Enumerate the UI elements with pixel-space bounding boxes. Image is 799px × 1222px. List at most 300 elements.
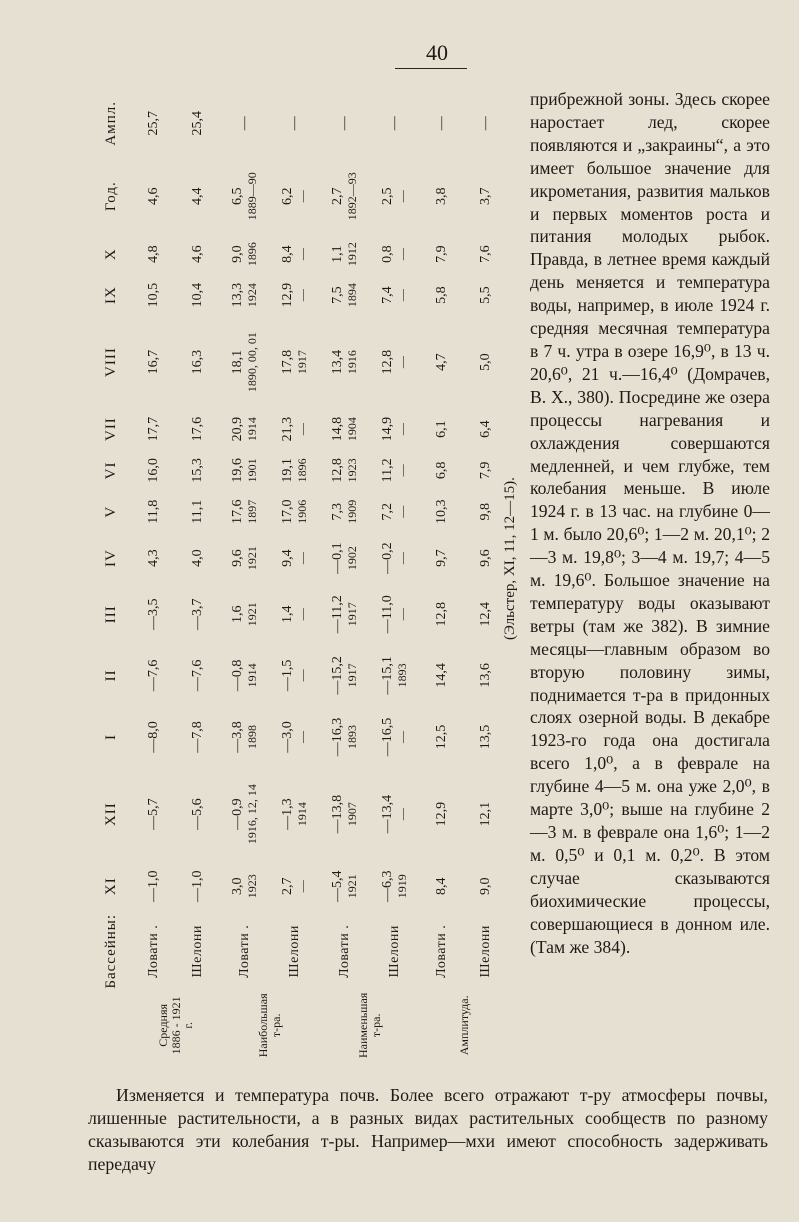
cell-value: —16,3 xyxy=(330,717,346,757)
cell-value: 9,0 xyxy=(477,877,493,895)
cell-value: 7,6 xyxy=(477,245,493,263)
cell-value: 17,8 xyxy=(280,349,296,375)
basin-name: Ловати . xyxy=(433,924,449,978)
cell-value: 11,1 xyxy=(189,499,205,524)
cell-year: — xyxy=(395,808,410,821)
value-cell xyxy=(176,274,220,315)
group-label: Наибольшая т-ра. xyxy=(256,993,283,1058)
cell-value: —7,6 xyxy=(145,659,161,692)
cell-value: —1,5 xyxy=(280,659,296,692)
cell-value: 4,6 xyxy=(189,245,205,263)
cell-value: 9,7 xyxy=(433,549,449,567)
basin-name: Ловати . xyxy=(145,924,161,978)
cell-value: 18,1 xyxy=(230,349,246,375)
header-year: Год. xyxy=(103,181,120,212)
value-cell xyxy=(320,645,370,707)
value-cell xyxy=(220,861,270,912)
value-cell xyxy=(270,450,320,491)
cell-year: 1917 xyxy=(345,663,360,688)
cell-value: —3,8 xyxy=(230,721,246,753)
cell-value: 5,5 xyxy=(477,286,493,304)
cell-value: 12,9 xyxy=(433,801,449,827)
cell-value: 4,7 xyxy=(433,353,449,371)
cell-value: —3,0 xyxy=(280,721,296,753)
value-cell xyxy=(464,234,508,275)
value-cell xyxy=(176,584,220,645)
table-source-note: (Эльстер, XI, 11, 12—15). xyxy=(502,477,518,640)
cell-value: 5,8 xyxy=(433,286,449,304)
table-row xyxy=(320,88,370,1060)
table-row xyxy=(132,88,176,1060)
cell-value: —3,7 xyxy=(189,598,205,630)
bottom-paragraph: Изменяется и температура почв. Более всего отражают т-ру атмосферы почвы, лишенные растительности, а в разных видах растительных сообществ по разному сказываются эти колебания т-ры. Например—мхи имеют способность задерживать передачу xyxy=(88,1085,768,1174)
cell-value: 4,6 xyxy=(145,187,161,205)
table-row xyxy=(176,88,220,1060)
cell-value: —11,0 xyxy=(380,595,396,634)
cell-year: — xyxy=(395,464,410,477)
header-month: IX xyxy=(103,286,120,304)
value-cell xyxy=(320,861,370,912)
value-cell xyxy=(270,584,320,645)
value-cell xyxy=(132,316,176,409)
cell-value: 6,2 xyxy=(280,187,296,205)
cell-year: — xyxy=(395,552,410,565)
value-cell xyxy=(320,584,370,645)
cell-value: 10,4 xyxy=(189,282,205,308)
value-cell xyxy=(220,645,270,707)
cell-year: 1902 xyxy=(345,546,360,571)
cell-year: 1914 xyxy=(245,663,260,688)
cell-value: 1,6 xyxy=(230,605,246,623)
value-cell xyxy=(420,316,464,409)
cell-year: 1907 xyxy=(345,802,360,827)
cell-value: —15,1 xyxy=(380,656,396,695)
value-cell xyxy=(370,584,420,645)
value-cell xyxy=(270,768,320,861)
value-cell xyxy=(176,706,220,768)
table-row xyxy=(220,88,270,1060)
cell-value: 6,1 xyxy=(433,420,449,438)
cell-value: —0,8 xyxy=(230,659,246,692)
table-row xyxy=(270,88,320,1060)
value-cell xyxy=(320,274,370,315)
value-cell xyxy=(270,706,320,768)
cell-year: 1894 xyxy=(345,283,360,308)
value-cell xyxy=(176,234,220,275)
value-cell xyxy=(320,450,370,491)
value-cell xyxy=(464,408,508,449)
cell-year: 1917 xyxy=(345,602,360,627)
cell-year: — xyxy=(395,505,410,518)
cell-value: 17,6 xyxy=(189,416,205,442)
cell-value: —0,1 xyxy=(330,542,346,574)
group-label: Наименьшая т-ра. xyxy=(356,992,383,1058)
value-cell xyxy=(370,316,420,409)
cell-year: 1909 xyxy=(345,499,360,524)
value-cell xyxy=(420,491,464,532)
value-cell xyxy=(132,159,176,234)
cell-value: 4,0 xyxy=(189,549,205,567)
basin-name: Шелони xyxy=(286,925,302,978)
value-cell xyxy=(320,88,370,159)
value-cell xyxy=(464,768,508,861)
basin-name: Шелони xyxy=(477,925,493,978)
cell-value: 17,6 xyxy=(230,499,246,524)
basin-name: Шелони xyxy=(386,925,402,978)
value-cell xyxy=(132,274,176,315)
cell-value: — xyxy=(286,116,302,131)
cell-value: 3,0 xyxy=(230,877,246,895)
value-cell xyxy=(420,768,464,861)
cell-value: — xyxy=(336,116,352,131)
header-month: II xyxy=(103,669,120,682)
value-cell xyxy=(270,159,320,234)
cell-value: —11,2 xyxy=(330,595,346,634)
cell-value: —0,9 xyxy=(230,798,246,830)
header-month: I xyxy=(103,733,120,740)
table-row xyxy=(420,88,464,1060)
cell-value: —15,2 xyxy=(330,656,346,695)
rotated-table xyxy=(92,88,522,1060)
value-cell xyxy=(370,408,420,449)
value-cell xyxy=(132,450,176,491)
cell-year: 1921 xyxy=(245,602,260,627)
cell-year: 1921 xyxy=(245,546,260,571)
value-cell xyxy=(176,491,220,532)
value-cell xyxy=(464,645,508,707)
cell-value: 9,0 xyxy=(230,245,246,263)
value-cell xyxy=(420,706,464,768)
cell-value: —13,8 xyxy=(330,794,346,834)
value-cell xyxy=(176,450,220,491)
value-cell xyxy=(220,234,270,275)
cell-value: 0,8 xyxy=(380,245,396,263)
cell-value: 16,0 xyxy=(145,458,161,483)
header-month: X xyxy=(103,248,120,261)
header-month: VI xyxy=(103,461,120,480)
value-cell xyxy=(320,408,370,449)
cell-value: — xyxy=(386,116,402,131)
value-cell xyxy=(176,532,220,583)
cell-year: 1898 xyxy=(245,724,260,749)
value-cell xyxy=(132,491,176,532)
cell-value: 1,4 xyxy=(280,605,296,623)
header-ampl: Ампл. xyxy=(103,100,120,146)
cell-value: 10,3 xyxy=(433,499,449,524)
basin-name: Шелони xyxy=(189,925,205,978)
cell-value: 14,9 xyxy=(380,416,396,442)
cell-year: — xyxy=(295,248,310,261)
value-cell xyxy=(464,274,508,315)
value-cell xyxy=(270,88,320,159)
value-cell xyxy=(132,532,176,583)
cell-value: 3,8 xyxy=(433,187,449,205)
value-cell xyxy=(270,316,320,409)
cell-year: 1889—90 xyxy=(245,172,260,221)
cell-value: 11,8 xyxy=(145,499,161,524)
cell-value: 20,9 xyxy=(230,416,246,442)
value-cell xyxy=(420,274,464,315)
value-cell xyxy=(420,645,464,707)
value-cell xyxy=(320,159,370,234)
value-cell xyxy=(320,768,370,861)
cell-value: 9,8 xyxy=(477,502,493,521)
cell-value: —1,0 xyxy=(189,870,205,902)
cell-year: 1896 xyxy=(295,458,310,483)
value-cell xyxy=(370,861,420,912)
value-cell xyxy=(220,316,270,409)
value-cell xyxy=(220,274,270,315)
value-cell xyxy=(370,491,420,532)
value-cell xyxy=(370,450,420,491)
value-cell xyxy=(464,159,508,234)
value-cell xyxy=(132,408,176,449)
value-cell xyxy=(176,768,220,861)
cell-year: 1897 xyxy=(245,499,260,524)
bottom-text xyxy=(88,1084,768,1176)
value-cell xyxy=(132,706,176,768)
group-label: Средняя 1886 - 1921 г. xyxy=(156,996,196,1055)
cell-year: 1917 xyxy=(295,350,310,375)
temperature-table xyxy=(92,88,508,1060)
value-cell xyxy=(420,159,464,234)
cell-value: 14,4 xyxy=(433,663,449,688)
cell-value: 12,8 xyxy=(433,601,449,627)
cell-year: — xyxy=(395,289,410,302)
value-cell xyxy=(320,491,370,532)
cell-value: 14,8 xyxy=(330,416,346,442)
cell-value: 5,0 xyxy=(477,353,493,371)
cell-value: 4,3 xyxy=(145,549,161,567)
value-cell xyxy=(270,234,320,275)
cell-year: — xyxy=(295,608,310,621)
cell-value: 2,5 xyxy=(380,187,396,205)
value-cell xyxy=(320,706,370,768)
cell-value: 25,4 xyxy=(189,111,205,136)
header-month: VII xyxy=(103,417,120,442)
header-basins: Бассейны: xyxy=(103,913,120,989)
header-empty-cell xyxy=(92,991,132,1060)
cell-value: —5,4 xyxy=(330,870,346,902)
cell-value: —7,6 xyxy=(189,659,205,692)
cell-year: 1914 xyxy=(245,417,260,442)
value-cell xyxy=(176,408,220,449)
value-cell xyxy=(220,491,270,532)
value-cell xyxy=(420,234,464,275)
cell-year: 1896 xyxy=(245,242,260,267)
table-header-row xyxy=(92,88,132,1060)
header-month: XI xyxy=(103,877,120,896)
cell-year: — xyxy=(295,423,310,436)
value-cell xyxy=(270,532,320,583)
cell-year: 1916, 12, 14 xyxy=(245,784,260,845)
cell-value: 12,9 xyxy=(280,282,296,308)
cell-value: 2,7 xyxy=(330,187,346,205)
cell-value: —3,5 xyxy=(145,598,161,630)
cell-year: 1924 xyxy=(245,283,260,308)
cell-value: 13,6 xyxy=(477,663,493,688)
cell-value: 12,8 xyxy=(330,458,346,483)
header-month: IV xyxy=(103,549,120,567)
header-month: VIII xyxy=(103,347,120,377)
cell-year: 1892—93 xyxy=(345,172,360,221)
value-cell xyxy=(132,584,176,645)
header-month: XII xyxy=(103,802,120,827)
cell-value: 17,7 xyxy=(145,416,161,442)
cell-value: 12,4 xyxy=(477,601,493,627)
cell-value: 7,9 xyxy=(433,245,449,263)
value-cell xyxy=(220,88,270,159)
cell-value: 4,8 xyxy=(145,245,161,263)
cell-year: — xyxy=(395,248,410,261)
value-cell xyxy=(320,316,370,409)
cell-year: 1893 xyxy=(345,724,360,749)
header-month: V xyxy=(103,505,120,518)
cell-value: —16,5 xyxy=(380,717,396,757)
value-cell xyxy=(370,706,420,768)
cell-value: 21,3 xyxy=(280,416,296,442)
right-text-column xyxy=(530,88,770,958)
cell-year: — xyxy=(295,730,310,743)
cell-value: 7,4 xyxy=(380,286,396,304)
value-cell xyxy=(370,645,420,707)
cell-value: 16,3 xyxy=(189,349,205,375)
cell-value: 7,3 xyxy=(330,502,346,521)
value-cell xyxy=(176,316,220,409)
value-cell xyxy=(220,584,270,645)
value-cell xyxy=(464,316,508,409)
value-cell xyxy=(176,645,220,707)
cell-value: —13,4 xyxy=(380,794,396,834)
value-cell xyxy=(370,768,420,861)
cell-year: — xyxy=(295,289,310,302)
cell-year: 1916 xyxy=(345,350,360,375)
cell-value: —8,0 xyxy=(145,721,161,753)
value-cell xyxy=(220,159,270,234)
cell-year: 1921 xyxy=(345,874,360,899)
cell-value: —0,2 xyxy=(380,542,396,574)
cell-value: 4,4 xyxy=(189,187,205,205)
cell-year: 1914 xyxy=(295,802,310,827)
cell-value: 16,7 xyxy=(145,349,161,375)
value-cell xyxy=(370,234,420,275)
value-cell xyxy=(370,532,420,583)
cell-value: 10,5 xyxy=(145,282,161,308)
cell-year: 1906 xyxy=(295,499,310,524)
right-paragraph: прибрежной зоны. Здесь скорее наростает лед, скорее появляются и „закраины“, а это имеет большое значение для икрометания, развития мальков и первых моментов роста и питания молодых рыбок. Правда, в летнее время каждый день меняется и температура воды, например, в июле 1924 г. средняя месячная температура в 7 ч. утра в озере 16,9⁰, в 13 ч. 20,6⁰, 21 ч.—16,4⁰ (Домрачев, В. Х., 380). Посредине же озера процессы нагревания и охлаждения совершаются медленней, и чем глубже, тем колебания меньше. В июле 1924 г. в 13 час. на глубине 0—1 м. было 20,6⁰; 1—2 м. 20,1⁰; 2—3 м. 19,8⁰; 3—4 м. 19,7; 4—5 м. 19,6⁰. Большое значение на температуру воды оказывают ветры (там же 382). В зимние месяцы—главным образом во вторую половину зимы, поднимается т-ра в придонных слоях озерной воды. В декабре 1923-го года она достигала всего 1,0⁰, а в феврале на глубине 4—5 м. она уже 2,0⁰, в марте 3,0⁰; выше на глубине 2—3 м. в феврале она 1,6⁰; 1—2 м. 0,5⁰ и 0,1 м. 0,2⁰. В этом случае сказываются биохимические процессы, совершающиеся в донном иле. (Там же 384). xyxy=(530,89,770,957)
cell-value: 8,4 xyxy=(280,245,296,263)
cell-year: 1890, 00, 01 xyxy=(245,332,260,393)
page-number-rule xyxy=(395,68,467,69)
value-cell xyxy=(270,408,320,449)
value-cell xyxy=(220,408,270,449)
cell-year: — xyxy=(395,423,410,436)
cell-value: —5,7 xyxy=(145,798,161,830)
value-cell xyxy=(220,706,270,768)
cell-year: — xyxy=(395,730,410,743)
value-cell xyxy=(420,408,464,449)
cell-year: — xyxy=(295,880,310,893)
cell-value: — xyxy=(236,116,252,131)
cell-value: —6,3 xyxy=(380,870,396,902)
value-cell xyxy=(420,584,464,645)
cell-value: 12,5 xyxy=(433,724,449,750)
table-row xyxy=(370,88,420,1060)
value-cell xyxy=(220,532,270,583)
value-cell xyxy=(320,234,370,275)
cell-value: 25,7 xyxy=(145,111,161,136)
page-number: 40 xyxy=(426,40,448,65)
value-cell xyxy=(464,88,508,159)
basin-name: Ловати . xyxy=(236,924,252,978)
cell-value: 7,2 xyxy=(380,502,396,521)
cell-value: 13,5 xyxy=(477,724,493,750)
basin-name: Ловати . xyxy=(336,924,352,978)
value-cell xyxy=(270,274,320,315)
cell-value: 13,3 xyxy=(230,282,246,308)
cell-value: 7,9 xyxy=(477,461,493,480)
cell-value: — xyxy=(477,116,493,131)
value-cell xyxy=(420,861,464,912)
cell-value: 7,5 xyxy=(330,286,346,304)
cell-value: 9,6 xyxy=(230,549,246,567)
cell-value: 11,2 xyxy=(380,458,396,483)
value-cell xyxy=(464,861,508,912)
cell-value: 13,4 xyxy=(330,349,346,375)
header-month: III xyxy=(103,605,120,624)
value-cell xyxy=(176,88,220,159)
value-cell xyxy=(370,88,420,159)
cell-value: — xyxy=(433,116,449,131)
cell-value: 19,1 xyxy=(280,458,296,483)
value-cell xyxy=(270,861,320,912)
value-cell xyxy=(464,706,508,768)
value-cell xyxy=(270,491,320,532)
value-cell xyxy=(270,645,320,707)
cell-value: —5,6 xyxy=(189,798,205,830)
cell-value: 2,7 xyxy=(280,877,296,895)
cell-year: — xyxy=(295,669,310,682)
cell-year: — xyxy=(395,190,410,203)
cell-year: — xyxy=(295,190,310,203)
value-cell xyxy=(132,88,176,159)
cell-year: — xyxy=(395,608,410,621)
cell-year: — xyxy=(395,356,410,369)
value-cell xyxy=(176,861,220,912)
value-cell xyxy=(220,450,270,491)
cell-value: —1,0 xyxy=(145,870,161,902)
value-cell xyxy=(420,88,464,159)
cell-year: 1893 xyxy=(395,663,410,688)
value-cell xyxy=(132,645,176,707)
cell-value: 15,3 xyxy=(189,458,205,483)
value-cell xyxy=(132,234,176,275)
cell-year: 1923 xyxy=(245,874,260,899)
value-cell xyxy=(370,274,420,315)
cell-value: 6,5 xyxy=(230,187,246,205)
cell-value: 6,4 xyxy=(477,420,493,438)
value-cell xyxy=(132,768,176,861)
cell-value: 8,4 xyxy=(433,877,449,895)
cell-value: 3,7 xyxy=(477,187,493,205)
cell-value: 9,6 xyxy=(477,549,493,567)
cell-value: —7,8 xyxy=(189,721,205,753)
value-cell xyxy=(132,861,176,912)
cell-year: 1901 xyxy=(245,458,260,483)
value-cell xyxy=(420,532,464,583)
cell-year: 1923 xyxy=(345,458,360,483)
cell-value: 9,4 xyxy=(280,549,296,567)
